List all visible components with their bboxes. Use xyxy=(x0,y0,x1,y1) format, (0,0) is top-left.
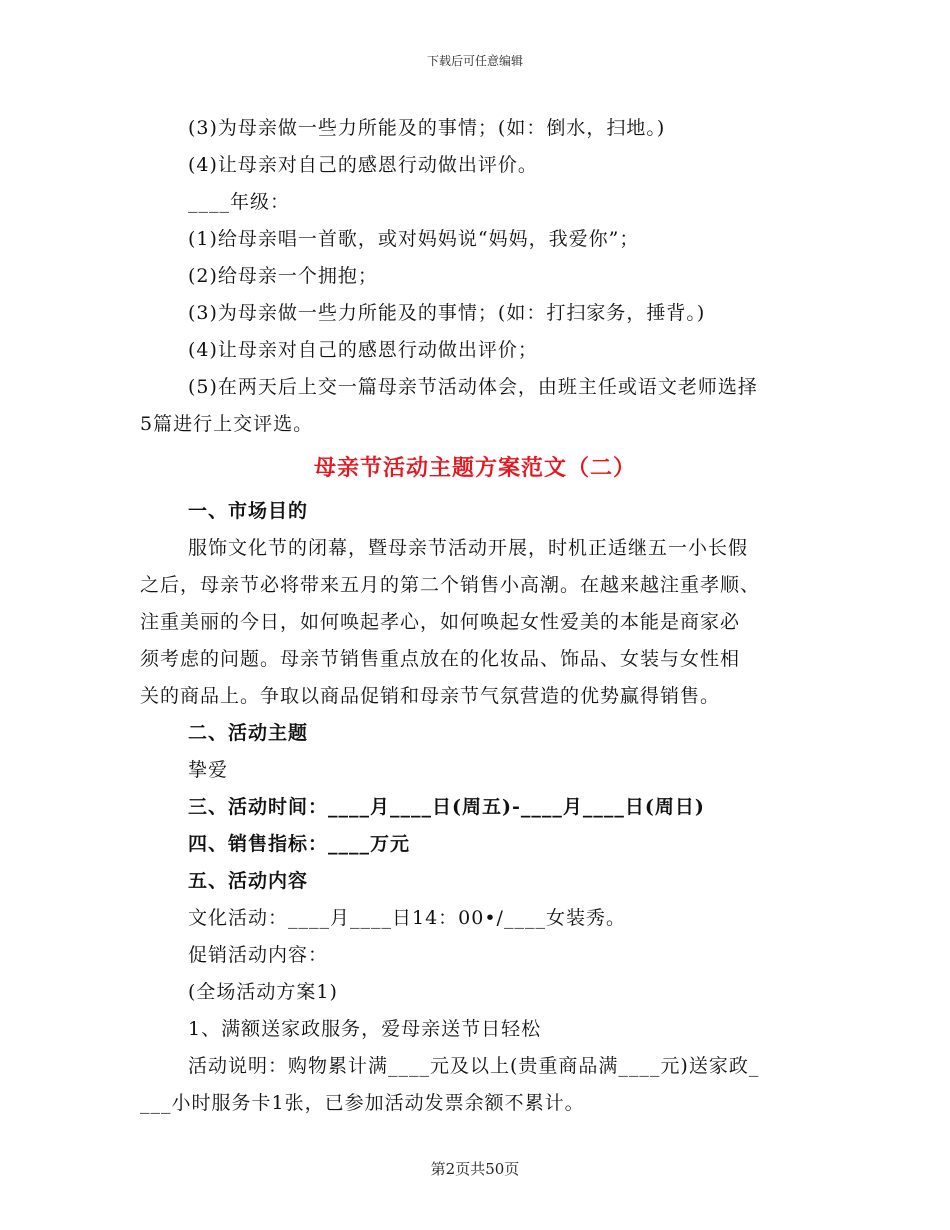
grade-label: ____年级： xyxy=(188,191,291,213)
heading-activity-time: 三、活动时间：____月____日(周五)-____月____日(周日) xyxy=(188,796,705,818)
list-item: (3)为母亲做一些力所能及的事情；(如：倒水，扫地。) xyxy=(188,117,666,139)
heading-sales-target: 四、销售指标：____万元 xyxy=(188,833,411,855)
heading-activity-theme: 二、活动主题 xyxy=(188,722,309,744)
heading-activity-content: 五、活动内容 xyxy=(188,870,309,892)
heading-market-purpose: 一、市场目的 xyxy=(188,500,309,522)
paragraph-line: 须考虑的问题。母亲节销售重点放在的化妆品、饰品、女装与女性相 xyxy=(140,648,741,670)
list-item: 促销活动内容： xyxy=(188,944,329,966)
paragraph-line: 关的商品上。争取以商品促销和母亲节气氛营造的优势赢得销售。 xyxy=(140,685,721,707)
list-item: (全场活动方案1) xyxy=(188,981,338,1003)
page-header: 下载后可任意编辑 xyxy=(426,54,523,68)
list-item: (4)让母亲对自己的感恩行动做出评价。 xyxy=(188,154,538,176)
list-item: (1)给母亲唱一首歌，或对妈妈说“妈妈，我爱你”； xyxy=(188,228,640,250)
section-title: 母亲节活动主题方案范文（二） xyxy=(313,455,636,481)
document-body xyxy=(140,110,810,1122)
list-item: 1、满额送家政服务，爱母亲送节日轻松 xyxy=(188,1018,542,1040)
list-item-continuation: 5篇进行上交评选。 xyxy=(140,413,314,435)
list-item: (2)给母亲一个拥抱； xyxy=(188,265,378,287)
list-item: (5)在两天后上交一篇母亲节活动体会，由班主任或语文老师选择 xyxy=(188,376,758,398)
list-item-continuation: ___小时服务卡1张，已参加活动发票余额不累计。 xyxy=(140,1092,585,1114)
page-footer: 第2页共50页 xyxy=(430,1160,520,1178)
paragraph-line: 注重美丽的今日，如何唤起孝心，如何唤起女性爱美的本能是商家必 xyxy=(140,611,741,633)
list-item: (3)为母亲做一些力所能及的事情；(如：打扫家务，捶背。) xyxy=(188,302,706,324)
theme-text: 挚爱 xyxy=(188,759,229,781)
list-item: 活动说明：购物累计满____元及以上(贵重商品满____元)送家政_ xyxy=(188,1055,760,1077)
paragraph-line: 服饰文化节的闭幕，暨母亲节活动开展，时机正适继五一小长假 xyxy=(188,537,749,559)
list-item: (4)让母亲对自己的感恩行动做出评价； xyxy=(188,339,538,361)
list-item: 文化活动：____月____日14：00•/____女装秀。 xyxy=(188,907,626,929)
paragraph-line: 之后，母亲节必将带来五月的第二个销售小高潮。在越来越注重孝顺、 xyxy=(140,574,761,596)
